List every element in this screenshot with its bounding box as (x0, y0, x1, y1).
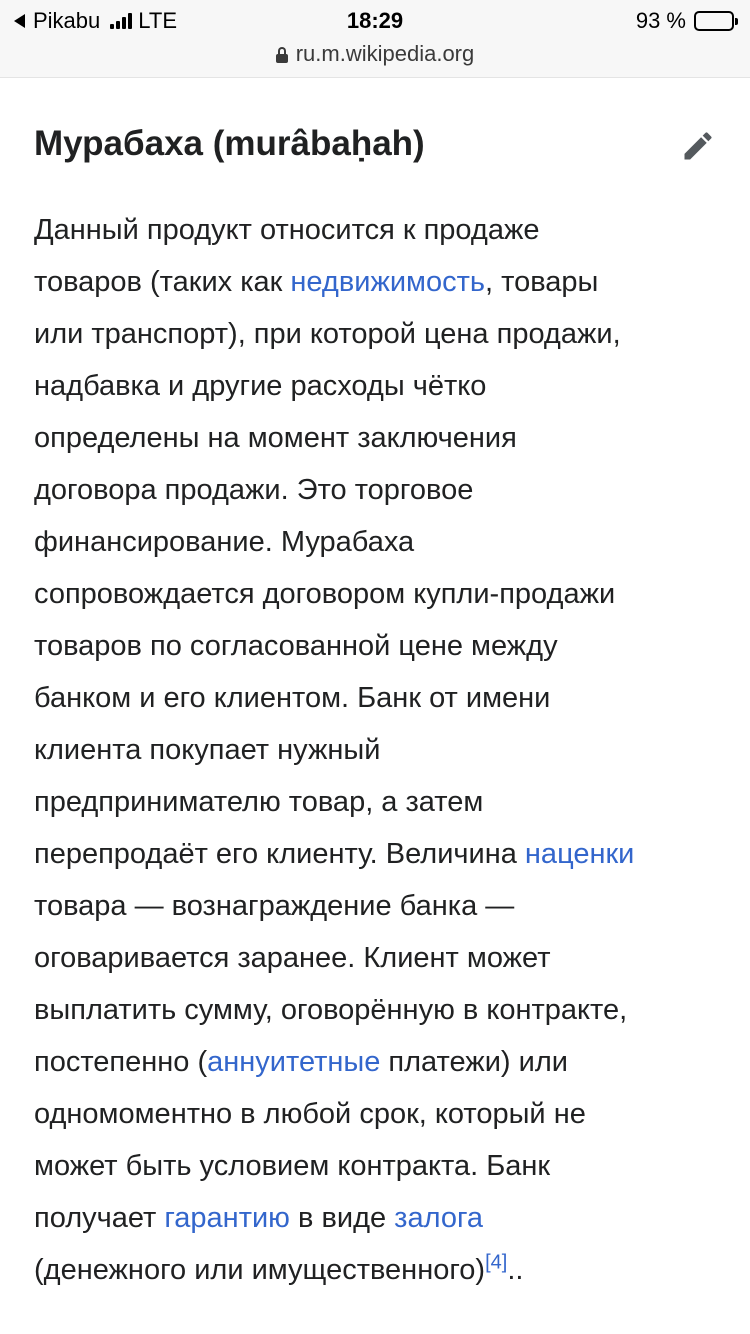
text-segment: получает (34, 1202, 165, 1234)
text-line: оговаривается заранее. Клиент может (34, 942, 551, 974)
text-segment: перепродаёт его клиенту. Величина (34, 838, 525, 870)
text-line (34, 1036, 724, 1088)
battery-status (636, 8, 734, 34)
text-segment: товаров (таких как (34, 266, 291, 298)
network-label: LTE (138, 8, 177, 33)
address-bar[interactable] (0, 40, 750, 68)
text-line: договора продажи. Это торговое (34, 474, 474, 506)
text-line: или транспорт), при которой цена продажи, (34, 318, 621, 350)
link-annuitetnye[interactable]: аннуитетные (207, 1046, 381, 1078)
text-line: товара — вознаграждение банка — (34, 890, 515, 922)
link-zaloga[interactable]: залога (394, 1202, 484, 1234)
link-natsenki[interactable]: наценки (524, 838, 635, 870)
battery-percent: 93 % (635, 8, 686, 33)
text-line: клиента покупает нужный (34, 734, 381, 766)
link-nedvizhimost[interactable]: недвижимость (290, 266, 485, 298)
text-segment: .. (507, 1254, 524, 1286)
text-segment: , товары (485, 266, 599, 298)
section-header (34, 118, 724, 174)
status-bar (0, 0, 750, 40)
link-garantiyu[interactable]: гарантию (164, 1202, 290, 1234)
text-segment: в виде (289, 1202, 395, 1234)
text-line (34, 256, 724, 308)
section-heading: Мурабаха (murâbaḥah) (34, 124, 425, 163)
edit-section-button[interactable] (678, 126, 718, 166)
text-line: одномоментно в любой срок, который не (34, 1098, 586, 1130)
status-time: 18:29 (346, 8, 404, 33)
pencil-icon (680, 128, 716, 164)
reference-link[interactable]: [4] (485, 1251, 508, 1274)
browser-chrome (0, 0, 750, 78)
text-segment: (денежного или имущественного) (34, 1254, 486, 1286)
back-app-label: Pikabu (33, 8, 101, 33)
text-line: товаров по согласованной цене между (34, 630, 558, 662)
text-line: надбавка и другие расходы чётко (34, 370, 487, 402)
text-line (34, 1244, 724, 1296)
text-line: банком и его клиентом. Банк от имени (34, 682, 551, 714)
text-line: Данный продукт относится к продаже (34, 214, 540, 246)
url-domain[interactable]: ru.m.wikipedia.org (295, 41, 475, 66)
text-line: предпринимателю товар, а затем (34, 786, 484, 818)
text-line: может быть условием контракта. Банк (34, 1150, 551, 1182)
text-line: финансирование. Мурабаха (34, 526, 415, 558)
text-line: выплатить сумму, оговорённую в контракте, (34, 994, 628, 1026)
text-line: определены на момент заключения (34, 422, 517, 454)
text-segment: платежи) или (380, 1046, 568, 1078)
lock-icon (276, 47, 288, 63)
text-line (34, 1192, 724, 1244)
text-line (34, 828, 724, 880)
article-paragraph (34, 204, 724, 1296)
text-segment: постепенно ( (34, 1046, 208, 1078)
text-line: сопровождается договором купли-продажи (34, 578, 616, 610)
battery-icon (694, 11, 734, 31)
